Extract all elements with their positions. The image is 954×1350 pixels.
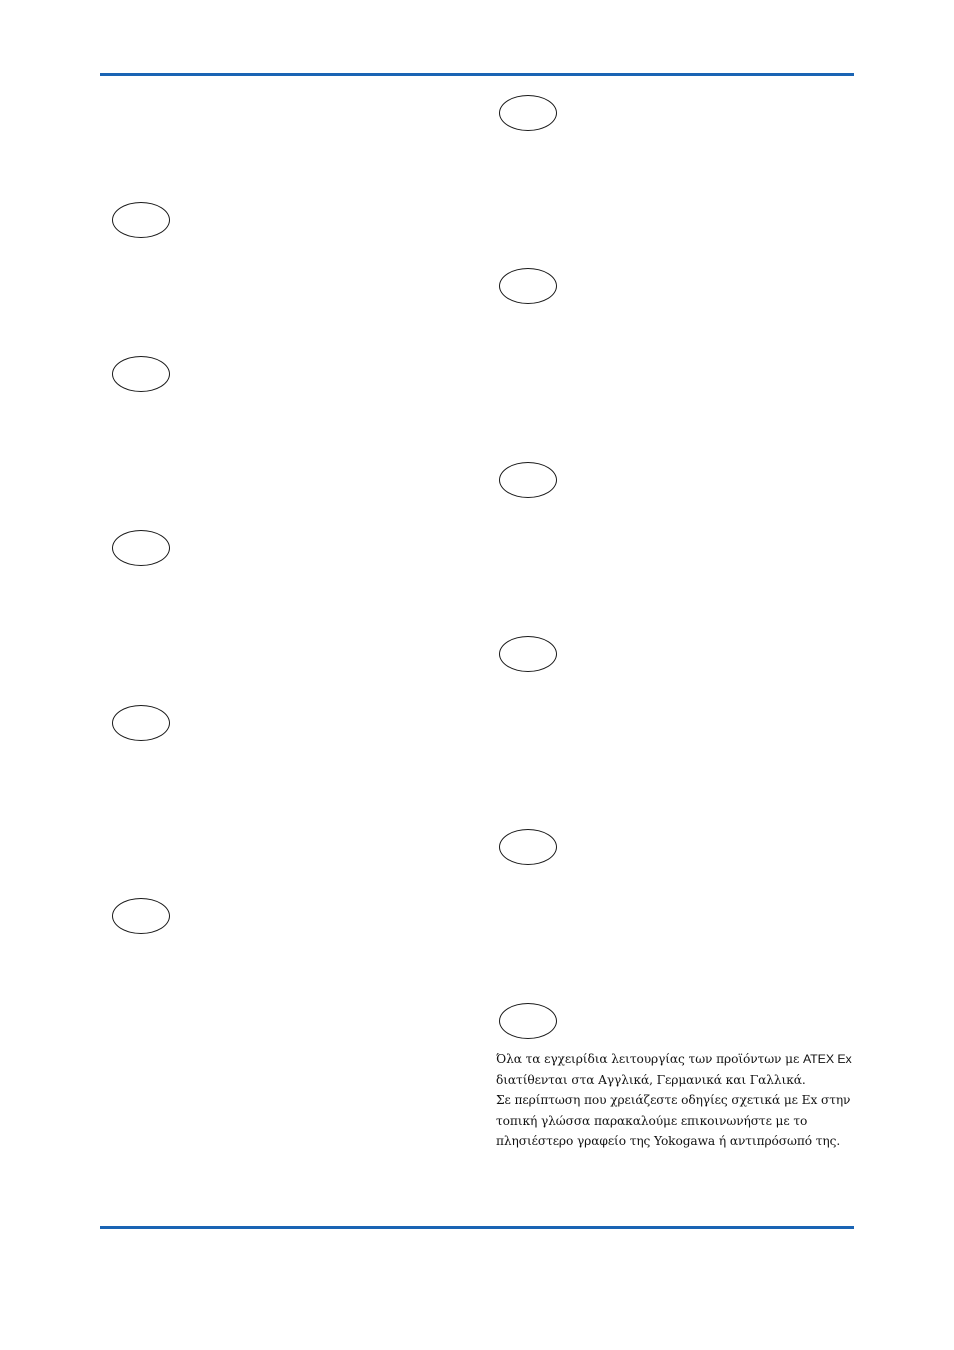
language-badge-oval [112, 202, 170, 238]
notice-line-4: τοπική γλώσσα παρακαλούμε επικοινωνήστε με το [496, 1113, 808, 1128]
language-badge-oval-greek [499, 1003, 557, 1039]
footer-rule [100, 1226, 854, 1229]
header-rule [100, 73, 854, 76]
language-badge-oval [112, 356, 170, 392]
notice-atex-label: ATEX Ex [802, 1052, 852, 1066]
language-badge-oval [499, 268, 557, 304]
notice-line-1 [496, 1049, 861, 1070]
language-badge-oval [499, 636, 557, 672]
notice-line-2: διατίθενται στα Αγγλικά, Γερμανικά και Γαλλικά. [496, 1072, 806, 1087]
language-badge-oval [112, 898, 170, 934]
language-badge-oval [499, 829, 557, 865]
language-badge-oval [112, 530, 170, 566]
notice-line-5: πλησιέστερο γραφείο της Yokogawa ή αντιπρόσωπό της. [496, 1134, 841, 1148]
language-badge-oval [499, 462, 557, 498]
notice-line-3: Σε περίπτωση που χρειάζεστε οδηγίες σχετικά με Ex στην [496, 1093, 851, 1107]
notice-line-1-text: Όλα τα εγχειρίδια λειτουργίας των προϊόντων με [496, 1052, 803, 1066]
language-badge-oval [112, 705, 170, 741]
greek-atex-notice [496, 1049, 861, 1152]
language-badge-oval [499, 95, 557, 131]
